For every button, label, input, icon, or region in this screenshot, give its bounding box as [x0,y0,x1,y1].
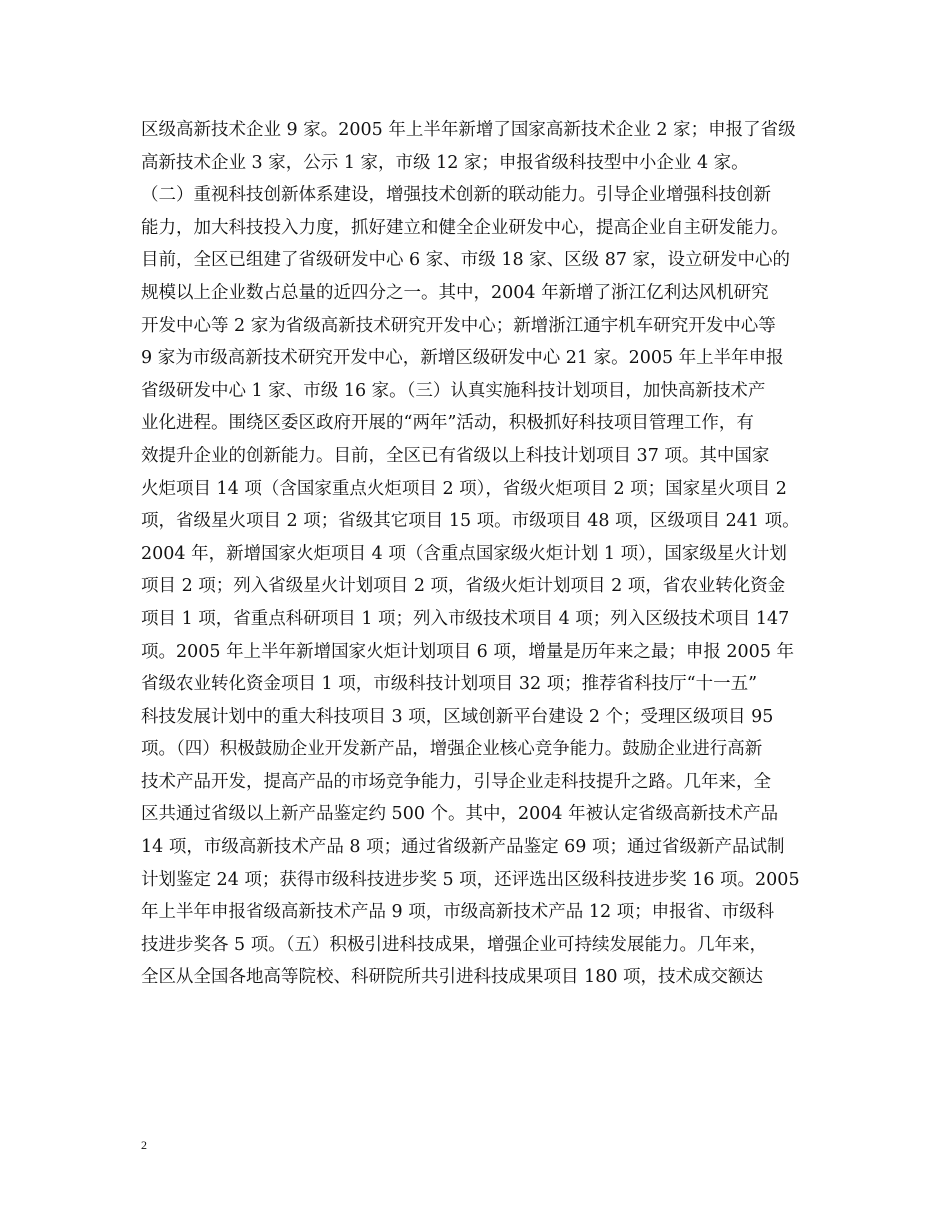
text-line: 项。2005 年上半年新增国家火炬计划项目 6 项，增量是历年来之最；申报 2005 年 [141,641,795,662]
text-line: 科技发展计划中的重大科技项目 3 项，区域创新平台建设 2 个；受理区级项目 95 [141,706,774,727]
text-line: 区共通过省级以上新产品鉴定约 500 个。其中，2004 年被认定省级高新技术产品 [141,804,779,825]
text-line: 2004 年，新增国家火炬项目 4 项（含重点国家级火炬计划 1 项），国家级星火计划 [141,543,787,564]
body-text [141,114,841,994]
text-line: 区级高新技术企业 9 家。2005 年上半年新增了国家高新技术企业 2 家；申报了省级 [141,120,796,140]
text-line: 项。（四）积极鼓励企业开发新产品，增强企业核心竞争能力。鼓励企业进行高新 [141,739,763,760]
page-number: 2 [141,1138,147,1152]
text-line: 效提升企业的创新能力。目前，全区已有省级以上科技计划项目 37 项。其中国家 [141,445,770,466]
text-line: 14 项，市级高新技术产品 8 项；通过省级新产品鉴定 69 项；通过省级新产品试制 [141,837,785,858]
text-line: 规模以上企业数占总量的近四分之一。其中，2004 年新增了浙江亿利达风机研究 [141,282,769,303]
text-line: 项目 2 项；列入省级星火计划项目 2 项，省级火炬计划项目 2 项，省农业转化资金 [141,576,786,597]
text-line: 业化进程。围绕区委区政府开展的“两年”活动，积极抓好科技项目管理工作，有 [141,413,754,434]
text-line: 项目 1 项，省重点科研项目 1 项；列入市级技术项目 4 项；列入区级技术项目 147 [141,608,790,629]
text-line: 技术产品开发，提高产品的市场竞争能力，引导企业走科技提升之路。几年来，全 [141,771,771,792]
text-line: 项，省级星火项目 2 项；省级其它项目 15 项。市级项目 48 项，区级项目 241 项。 [141,511,800,532]
text-line: 省级农业转化资金项目 1 项，市级科技计划项目 32 项；推荐省科技厅“十一五” [141,674,758,695]
text-line: 技进步奖各 5 项。（五）积极引进科技成果，增强企业可持续发展能力。几年来， [141,934,768,955]
text-line: 开发中心等 2 家为省级高新技术研究开发中心；新增浙江通宇机车研究开发中心等 [141,315,776,336]
text-line: 年上半年申报省级高新技术产品 9 项，市级高新技术产品 12 项；申报省、市级科 [141,902,775,923]
text-line: （二）重视科技创新体系建设，增强技术创新的联动能力。引导企业增强科技创新 [141,185,771,206]
text-line: 省级研发中心 1 家、市级 16 家。（三）认真实施科技计划项目，加快高新技术产 [141,380,766,401]
text-line: 全区从全国各地高等院校、科研院所共引进科技成果项目 180 项，技术成交额达 [141,967,764,988]
text-line: 火炬项目 14 项（含国家重点火炬项目 2 项），省级火炬项目 2 项；国家星火项目 2 [141,478,787,499]
text-line: 计划鉴定 24 项；获得市级科技进步奖 5 项，还评选出区级科技进步奖 16 项。2005 [141,869,800,890]
text-line: 目前，全区已组建了省级研发中心 6 家、市级 18 家、区级 87 家，设立研发中心的 [141,250,791,271]
text-line: 能力，加大科技投入力度，抓好建立和健全企业研发中心，提高企业自主研发能力。 [141,217,789,238]
text-line: 高新技术企业 3 家，公示 1 家，市级 12 家；申报省级科技型中小企业 4 家。 [141,152,749,173]
text-line: 9 家为市级高新技术研究开发中心，新增区级研发中心 21 家。2005 年上半年申报 [141,348,784,369]
